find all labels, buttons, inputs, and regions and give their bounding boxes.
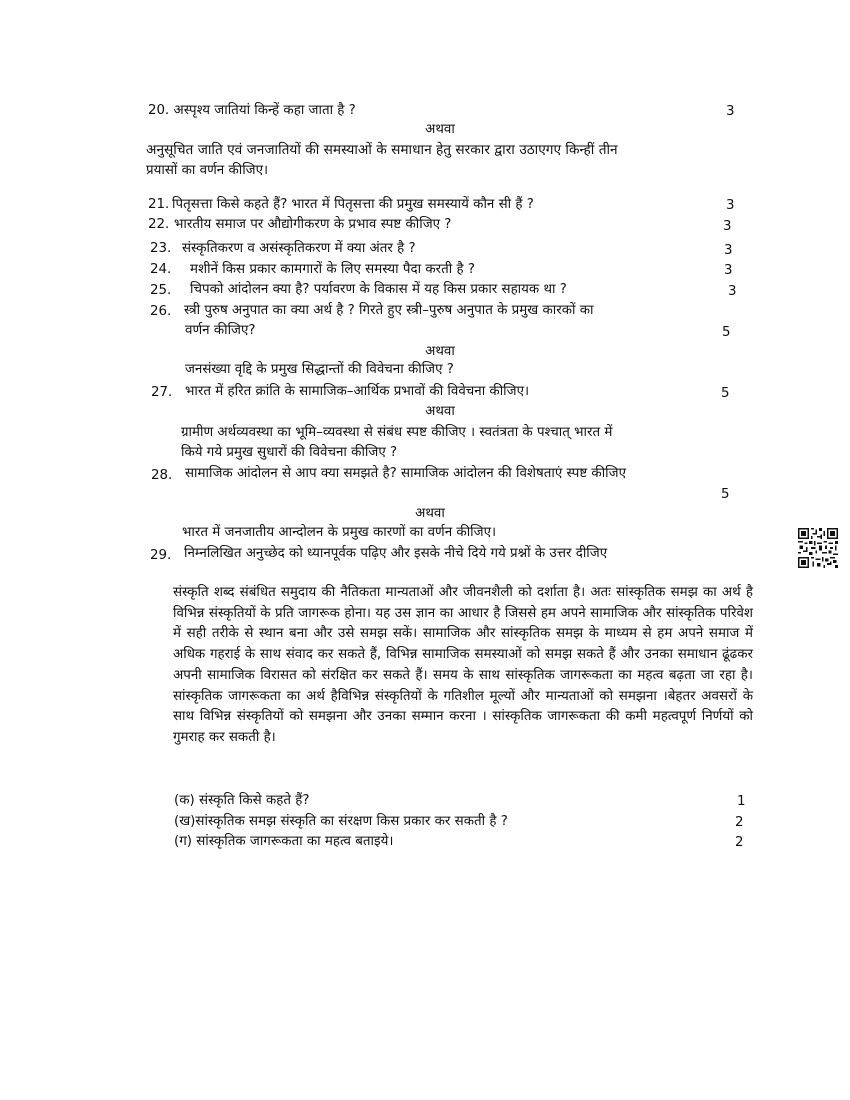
qr-code-image: [798, 528, 838, 568]
question-22-number: 22.: [148, 217, 170, 232]
or-label: अथवा: [415, 506, 445, 521]
question-27-alternative-line-1: ग्रामीण अर्थव्यवस्था का भूमि–व्यवस्था से संबंध स्पष्ट कीजिए । स्वतंत्रता के पश्चात् भारत में: [181, 425, 613, 440]
question-27-number: 27.: [151, 385, 173, 400]
question-26-number: 26.: [150, 304, 172, 319]
question-21-number: 21.: [148, 197, 170, 212]
question-21-marks: 3: [726, 198, 735, 213]
question-22-marks: 3: [723, 219, 732, 234]
question-23-number: 23.: [150, 241, 172, 256]
question-20-alternative-line-1: अनुसूचित जाति एवं जनजातियों की समस्याओं के समाधान हेतु सरकार द्वारा उठाएगए किन्हीं तीन: [146, 142, 618, 158]
question-21-text: पितृसत्ता किसे कहते हैं? भारत में पितृसत्ता की प्रमुख समस्यायें कौन सी हैं ?: [172, 197, 534, 212]
sub-question-ka-marks: 1: [737, 794, 746, 809]
question-22-text: भारतीय समाज पर औद्योगीकरण के प्रभाव स्पष्ट कीजिए ?: [174, 217, 452, 232]
question-23-marks: 3: [724, 243, 733, 258]
or-label: अथवा: [425, 344, 455, 359]
question-20-alternative-line-2: प्रयासों का वर्णन कीजिए।: [146, 163, 269, 178]
or-label: अथवा: [425, 122, 455, 137]
question-26-line-1: स्त्री पुरुष अनुपात का क्या अर्थ है ? गिरते हुए स्त्री–पुरुष अनुपात के प्रमुख कारकों का: [184, 303, 594, 318]
question-26-marks: 5: [722, 325, 731, 340]
sub-question-kha: (ख)सांस्कृतिक समझ संस्कृति का संरक्षण किस प्रकार कर सकती है ?: [174, 814, 508, 829]
question-27-alternative-line-2: किये गये प्रमुख सुधारों की विवेचना कीजिए ?: [181, 445, 398, 460]
question-24-text: मशीनें किस प्रकार कामगारों के लिए समस्या पैदा करती है ?: [190, 262, 475, 277]
question-28-number: 28.: [151, 468, 173, 483]
question-25-text: चिपको आंदोलन क्या है? पर्यावरण के विकास में यह किस प्रकार सहायक था ?: [190, 282, 567, 297]
question-26-line-2: वर्णन कीजिए?: [185, 323, 256, 338]
sub-question-ga: (ग) सांस्कृतिक जागरूकता का महत्व बताइये।: [174, 834, 394, 849]
sub-question-ga-marks: 2: [735, 835, 744, 850]
question-29-text: निम्नलिखित अनुच्छेद को ध्यानपूर्वक पढ़िए और इसके नीचे दिये गये प्रश्नों के उत्तर दीजिए: [184, 546, 608, 561]
or-label: अथवा: [425, 404, 455, 419]
question-28-alternative: भारत में जनजातीय आन्दोलन के प्रमुख कारणों का वर्णन कीजिए।: [182, 525, 497, 540]
question-20-text: 20. अस्पृश्य जातियां किन्हें कहा जाता है ?: [148, 103, 356, 118]
question-20-marks: 3: [726, 104, 735, 119]
sub-question-kha-marks: 2: [735, 815, 744, 830]
question-24-number: 24.: [150, 262, 172, 277]
question-25-marks: 3: [728, 284, 737, 299]
question-24-marks: 3: [724, 263, 733, 278]
question-28-marks: 5: [721, 487, 730, 502]
question-23-text: संस्कृतिकरण व असंस्कृतिकरण में क्या अंतर है ?: [182, 241, 416, 256]
passage-text: संस्कृति शब्द संबंधित समुदाय की नैतिकता मान्यताओं और जीवनशैली को दर्शाता है। अतः सांस्कृतिक समझ का अर्थ है विभिन्न संस्कृतियों के प्रति जागरूक होना। यह उस ज्ञान का आधार है जिससे हम अपने सामाजिक और सांस्कृतिक परिवेश में सही तरीके से स्थान बना और उसे समझ सकें। सामाजिक और सांस्कृतिक समझ के माध्यम से हम अपने समाज में अधिक गहराई के साथ संवाद कर सकते हैं, विभिन्न सामाजिक समस्याओं को समझ सकते हैं और उनका समाधान ढूंढकर अपनी सामाजिक विरासत को संरक्षित कर सकते हैं। समय के साथ सांस्कृतिक जागरूकता का महत्व बढ़ता जा रहा है। सांस्कृतिक जागरूकता का अर्थ हैविभिन्न संस्कृतियों के गतिशील मूल्यों और मान्यताओं को समझना ।बेहतर अवसरों के साथ विभिन्न संस्कृतियों को समझना और उनका सम्मान करना । सांस्कृतिक जागरूकता की कमी महत्वपूर्ण निर्णयों को गुमराह कर सकती है।: [173, 585, 753, 745]
sub-question-ka: (क) संस्कृति किसे कहते हैं?: [174, 793, 310, 808]
question-27-marks: 5: [721, 386, 730, 401]
question-29-number: 29.: [150, 548, 172, 563]
question-26-alternative: जनसंख्या वृद्दि के प्रमुख सिद्धान्तों की विवेचना कीजिए ?: [185, 362, 454, 377]
question-28-text: सामाजिक आंदोलन से आप क्या समझते है? सामाजिक आंदोलन की विशेषताएं स्पष्ट कीजिए: [185, 466, 626, 481]
question-27-text: भारत में हरित क्रांति के सामाजिक–आर्थिक प्रभावों की विवेचना कीजिए।: [185, 384, 530, 399]
question-25-number: 25.: [150, 283, 172, 298]
